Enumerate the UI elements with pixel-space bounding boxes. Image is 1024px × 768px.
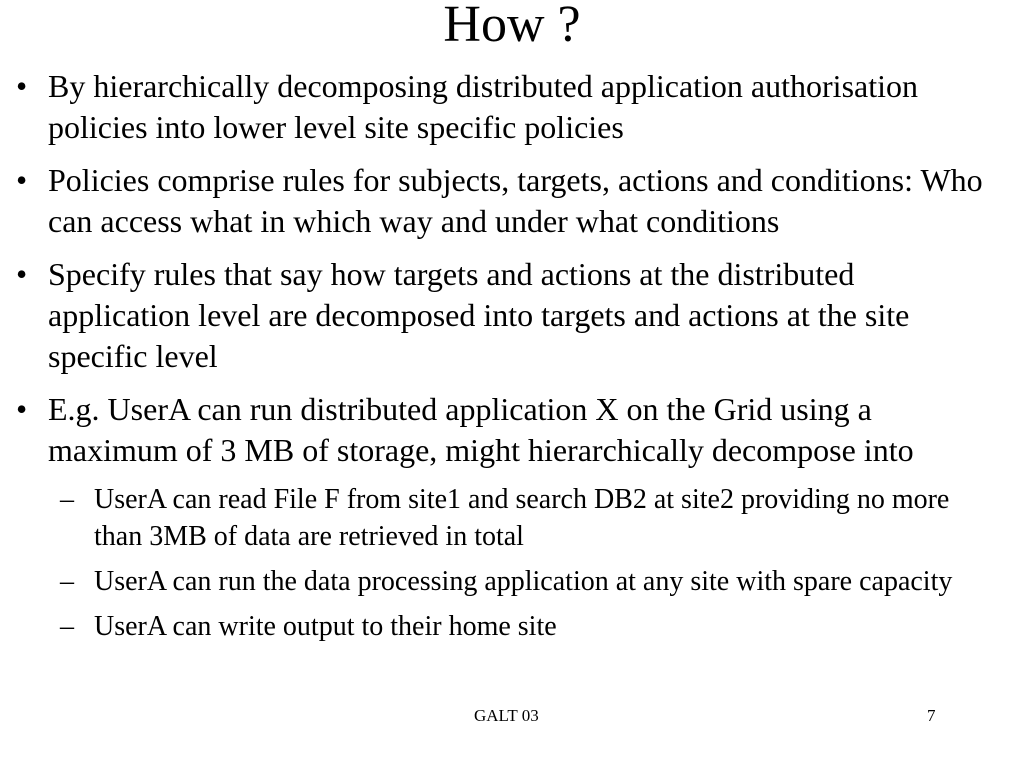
sub-bullet-text: UserA can run the data processing application at any site with spare capacity [94, 566, 953, 597]
bullet-text: By hierarchically decomposing distributed application authorisation policies into lower level site specific policies [48, 68, 918, 145]
bullet-marker: • [16, 256, 28, 292]
bullet-item-4 [14, 389, 1004, 645]
sub-bullet-marker: – [60, 611, 74, 642]
sub-bullet-list [48, 481, 1004, 645]
bullet-list [14, 66, 1004, 657]
bullet-item-2 [14, 160, 1004, 242]
sub-bullet-text: UserA can write output to their home site [94, 611, 557, 642]
bullet-item-1 [14, 66, 1004, 148]
sub-bullet-marker: – [60, 484, 74, 515]
sub-bullet-marker: – [60, 566, 74, 597]
sub-bullet-item-1 [48, 481, 1004, 555]
bullet-text: Policies comprise rules for subjects, targets, actions and conditions: Who can access what in which way and under what conditions [48, 162, 983, 239]
sub-bullet-item-3 [48, 608, 1004, 645]
page-number: 7 [927, 706, 936, 725]
bullet-text: Specify rules that say how targets and actions at the distributed application level are decomposed into targets and actions at the site specific level [48, 256, 910, 374]
bullet-marker: • [16, 391, 28, 427]
footer-label: GALT 03 [474, 706, 539, 725]
bullet-text: E.g. UserA can run distributed application X on the Grid using a maximum of 3 MB of storage, might hierarchically decompose into [48, 391, 914, 468]
slide-title: How ? [443, 0, 581, 53]
sub-bullet-item-2 [48, 563, 1004, 600]
bullet-item-3 [14, 254, 1004, 377]
bullet-marker: • [16, 162, 28, 198]
sub-bullet-text: UserA can read File F from site1 and search DB2 at site2 providing no more than 3MB of data are retrieved in total [94, 484, 950, 552]
bullet-marker: • [16, 68, 28, 104]
